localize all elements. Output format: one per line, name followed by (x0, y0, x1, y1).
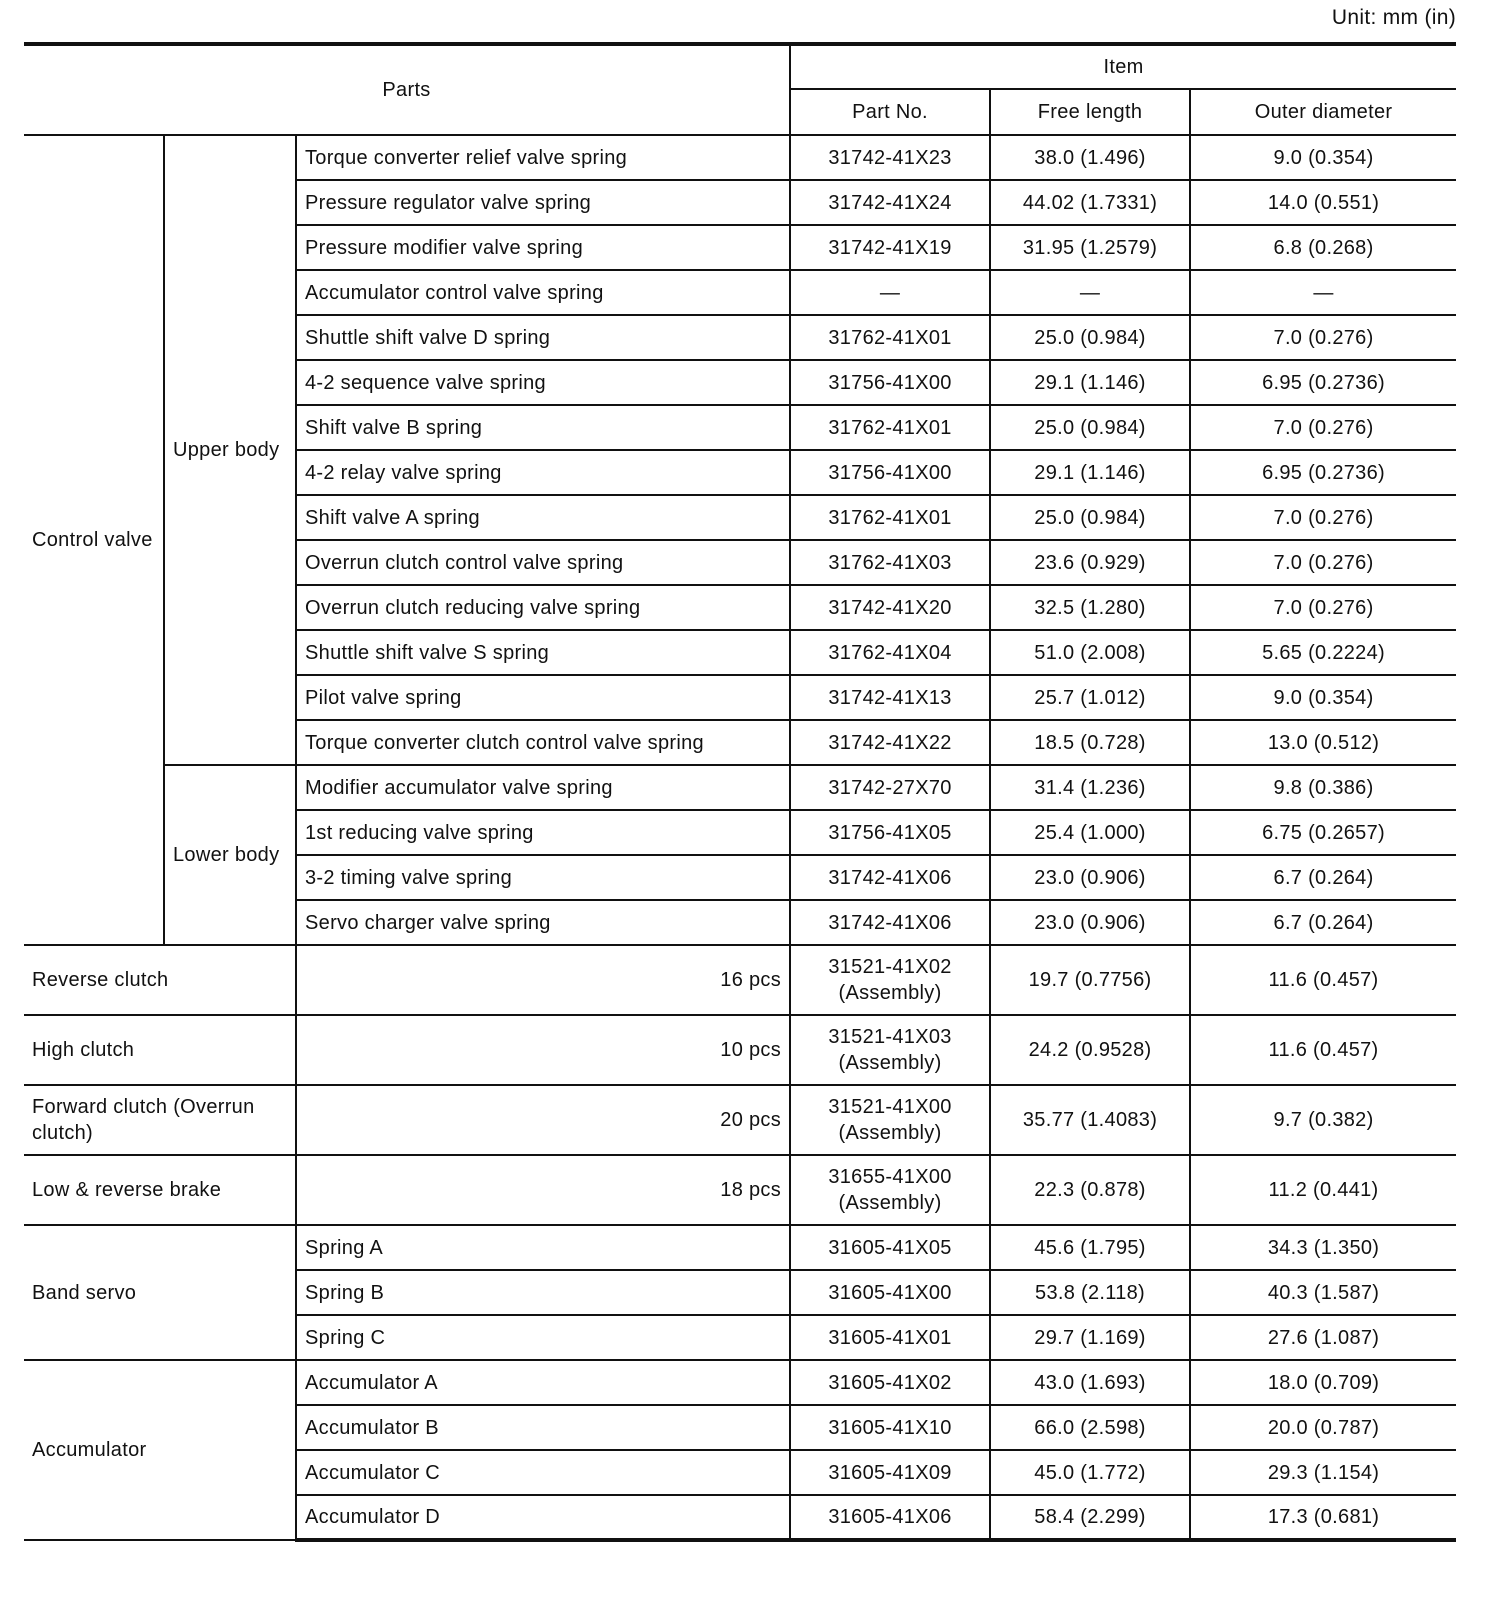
clutch-label: Reverse clutch (24, 945, 296, 1015)
part-number: 31742-41X20 (790, 585, 990, 630)
quantity: 10 pcs (296, 1015, 790, 1085)
part-number (790, 945, 990, 1015)
part-name: Overrun clutch reducing valve spring (296, 585, 790, 630)
part-number: 31605-41X00 (790, 1270, 990, 1315)
assembly-note: (Assembly) (838, 1052, 942, 1074)
part-name: Accumulator B (296, 1405, 790, 1450)
clutch-label: High clutch (24, 1015, 296, 1085)
part-number: 31742-27X70 (790, 765, 990, 810)
table-row (24, 1155, 1456, 1225)
table-row (24, 765, 1456, 810)
outer-diameter-value: 17.3 (0.681) (1190, 1495, 1456, 1540)
quantity: 20 pcs (296, 1085, 790, 1155)
part-name: Shift valve A spring (296, 495, 790, 540)
part-name: Overrun clutch control valve spring (296, 540, 790, 585)
part-name: Shuttle shift valve D spring (296, 315, 790, 360)
outer-diameter-value: 27.6 (1.087) (1190, 1315, 1456, 1360)
table-row (24, 1085, 1456, 1155)
free-length-value: 53.8 (2.118) (990, 1270, 1190, 1315)
clutch-label: Forward clutch (Overrun clutch) (24, 1085, 296, 1155)
part-number-text: 31521-41X03 (828, 1026, 952, 1048)
free-length-value: 32.5 (1.280) (990, 585, 1190, 630)
outer-diameter-value: 6.95 (0.2736) (1190, 360, 1456, 405)
free-length-value: 25.0 (0.984) (990, 405, 1190, 450)
free-length-header: Free length (990, 89, 1190, 135)
free-length-value: 35.77 (1.4083) (990, 1085, 1190, 1155)
free-length-value: 44.02 (1.7331) (990, 180, 1190, 225)
part-name: Modifier accumulator valve spring (296, 765, 790, 810)
part-name: Accumulator D (296, 1495, 790, 1540)
part-number: 31762-41X03 (790, 540, 990, 585)
control-valve-label: Control valve (24, 135, 164, 945)
part-number: 31605-41X05 (790, 1225, 990, 1270)
table-row (24, 1015, 1456, 1085)
part-number-text: 31521-41X00 (828, 1096, 952, 1118)
part-number: 31756-41X00 (790, 450, 990, 495)
outer-diameter-value: 6.7 (0.264) (1190, 900, 1456, 945)
part-number (790, 1155, 990, 1225)
table-body (24, 135, 1456, 1540)
outer-diameter-value: 6.7 (0.264) (1190, 855, 1456, 900)
outer-diameter-value: 11.6 (0.457) (1190, 1015, 1456, 1085)
part-name: Shuttle shift valve S spring (296, 630, 790, 675)
outer-diameter-value: 9.0 (0.354) (1190, 675, 1456, 720)
outer-diameter-value: 7.0 (0.276) (1190, 405, 1456, 450)
free-length-value: 51.0 (2.008) (990, 630, 1190, 675)
outer-diameter-value: — (1190, 270, 1456, 315)
part-number: 31605-41X02 (790, 1360, 990, 1405)
free-length-value: 29.1 (1.146) (990, 450, 1190, 495)
part-name: Spring B (296, 1270, 790, 1315)
unit-label: Unit: mm (in) (1331, 6, 1456, 29)
assembly-note: (Assembly) (838, 982, 942, 1004)
outer-diameter-value: 6.75 (0.2657) (1190, 810, 1456, 855)
part-number (790, 1015, 990, 1085)
part-number: 31605-41X10 (790, 1405, 990, 1450)
part-name: Shift valve B spring (296, 405, 790, 450)
part-number: 31742-41X06 (790, 900, 990, 945)
outer-diameter-value: 6.95 (0.2736) (1190, 450, 1456, 495)
clutch-label: Low & reverse brake (24, 1155, 296, 1225)
part-name: Spring A (296, 1225, 790, 1270)
part-name: 4-2 sequence valve spring (296, 360, 790, 405)
part-name: Pressure modifier valve spring (296, 225, 790, 270)
spring-spec-table (24, 42, 1456, 1542)
part-number (790, 1085, 990, 1155)
lower-body-label: Lower body (164, 765, 296, 945)
part-name: Spring C (296, 1315, 790, 1360)
part-number: 31762-41X01 (790, 495, 990, 540)
outer-diameter-value: 18.0 (0.709) (1190, 1360, 1456, 1405)
free-length-value: 58.4 (2.299) (990, 1495, 1190, 1540)
part-number: 31762-41X01 (790, 315, 990, 360)
part-number: — (790, 270, 990, 315)
part-name: 4-2 relay valve spring (296, 450, 790, 495)
outer-diameter-value: 29.3 (1.154) (1190, 1450, 1456, 1495)
free-length-value: 29.7 (1.169) (990, 1315, 1190, 1360)
free-length-value: 23.6 (0.929) (990, 540, 1190, 585)
part-number: 31742-41X24 (790, 180, 990, 225)
part-number: 31742-41X22 (790, 720, 990, 765)
part-number: 31756-41X00 (790, 360, 990, 405)
part-number: 31742-41X13 (790, 675, 990, 720)
outer-diameter-value: 20.0 (0.787) (1190, 1405, 1456, 1450)
free-length-value: 43.0 (1.693) (990, 1360, 1190, 1405)
quantity: 18 pcs (296, 1155, 790, 1225)
accumulator-label: Accumulator (24, 1360, 296, 1540)
part-number: 31762-41X04 (790, 630, 990, 675)
outer-diameter-value: 7.0 (0.276) (1190, 540, 1456, 585)
part-number: 31762-41X01 (790, 405, 990, 450)
table-row (24, 135, 1456, 180)
free-length-value: 19.7 (0.7756) (990, 945, 1190, 1015)
outer-diameter-value: 34.3 (1.350) (1190, 1225, 1456, 1270)
part-name: Pilot valve spring (296, 675, 790, 720)
outer-diameter-value: 9.0 (0.354) (1190, 135, 1456, 180)
outer-diameter-value: 14.0 (0.551) (1190, 180, 1456, 225)
part-name: 3-2 timing valve spring (296, 855, 790, 900)
part-name: Pressure regulator valve spring (296, 180, 790, 225)
outer-diameter-header: Outer diameter (1190, 89, 1456, 135)
free-length-value: 23.0 (0.906) (990, 855, 1190, 900)
table-row (24, 945, 1456, 1015)
outer-diameter-value: 7.0 (0.276) (1190, 495, 1456, 540)
assembly-note: (Assembly) (838, 1122, 942, 1144)
quantity: 16 pcs (296, 945, 790, 1015)
part-name: 1st reducing valve spring (296, 810, 790, 855)
free-length-value: 24.2 (0.9528) (990, 1015, 1190, 1085)
outer-diameter-value: 7.0 (0.276) (1190, 315, 1456, 360)
free-length-value: 45.0 (1.772) (990, 1450, 1190, 1495)
free-length-value: 22.3 (0.878) (990, 1155, 1190, 1225)
free-length-value: 25.0 (0.984) (990, 495, 1190, 540)
free-length-value: 45.6 (1.795) (990, 1225, 1190, 1270)
outer-diameter-value: 11.6 (0.457) (1190, 945, 1456, 1015)
outer-diameter-value: 40.3 (1.587) (1190, 1270, 1456, 1315)
free-length-value: 18.5 (0.728) (990, 720, 1190, 765)
outer-diameter-value: 6.8 (0.268) (1190, 225, 1456, 270)
free-length-value: 25.7 (1.012) (990, 675, 1190, 720)
part-number: 31742-41X23 (790, 135, 990, 180)
assembly-note: (Assembly) (838, 1192, 942, 1214)
free-length-value: 25.4 (1.000) (990, 810, 1190, 855)
free-length-value: 23.0 (0.906) (990, 900, 1190, 945)
outer-diameter-value: 11.2 (0.441) (1190, 1155, 1456, 1225)
free-length-value: 66.0 (2.598) (990, 1405, 1190, 1450)
part-number: 31605-41X01 (790, 1315, 990, 1360)
part-name: Servo charger valve spring (296, 900, 790, 945)
part-number-text: 31655-41X00 (828, 1166, 952, 1188)
part-name: Accumulator control valve spring (296, 270, 790, 315)
parts-header: Parts (24, 44, 790, 135)
free-length-value: 31.95 (1.2579) (990, 225, 1190, 270)
part-number: 31605-41X06 (790, 1495, 990, 1540)
item-header: Item (790, 44, 1456, 89)
free-length-value: 29.1 (1.146) (990, 360, 1190, 405)
table-row (24, 1360, 1456, 1405)
part-name: Accumulator C (296, 1450, 790, 1495)
free-length-value: 31.4 (1.236) (990, 765, 1190, 810)
table-row (24, 1225, 1456, 1270)
outer-diameter-value: 13.0 (0.512) (1190, 720, 1456, 765)
part-name: Accumulator A (296, 1360, 790, 1405)
outer-diameter-value: 5.65 (0.2224) (1190, 630, 1456, 675)
part-number: 31605-41X09 (790, 1450, 990, 1495)
part-number: 31742-41X06 (790, 855, 990, 900)
part-name: Torque converter relief valve spring (296, 135, 790, 180)
part-number: 31756-41X05 (790, 810, 990, 855)
free-length-value: 25.0 (0.984) (990, 315, 1190, 360)
free-length-value: — (990, 270, 1190, 315)
part-name: Torque converter clutch control valve spring (296, 720, 790, 765)
part-number-text: 31521-41X02 (828, 956, 952, 978)
part-number: 31742-41X19 (790, 225, 990, 270)
band-servo-label: Band servo (24, 1225, 296, 1360)
outer-diameter-value: 9.8 (0.386) (1190, 765, 1456, 810)
free-length-value: 38.0 (1.496) (990, 135, 1190, 180)
outer-diameter-value: 9.7 (0.382) (1190, 1085, 1456, 1155)
part-no-header: Part No. (790, 89, 990, 135)
table-header (24, 44, 1456, 135)
upper-body-label: Upper body (164, 135, 296, 765)
outer-diameter-value: 7.0 (0.276) (1190, 585, 1456, 630)
